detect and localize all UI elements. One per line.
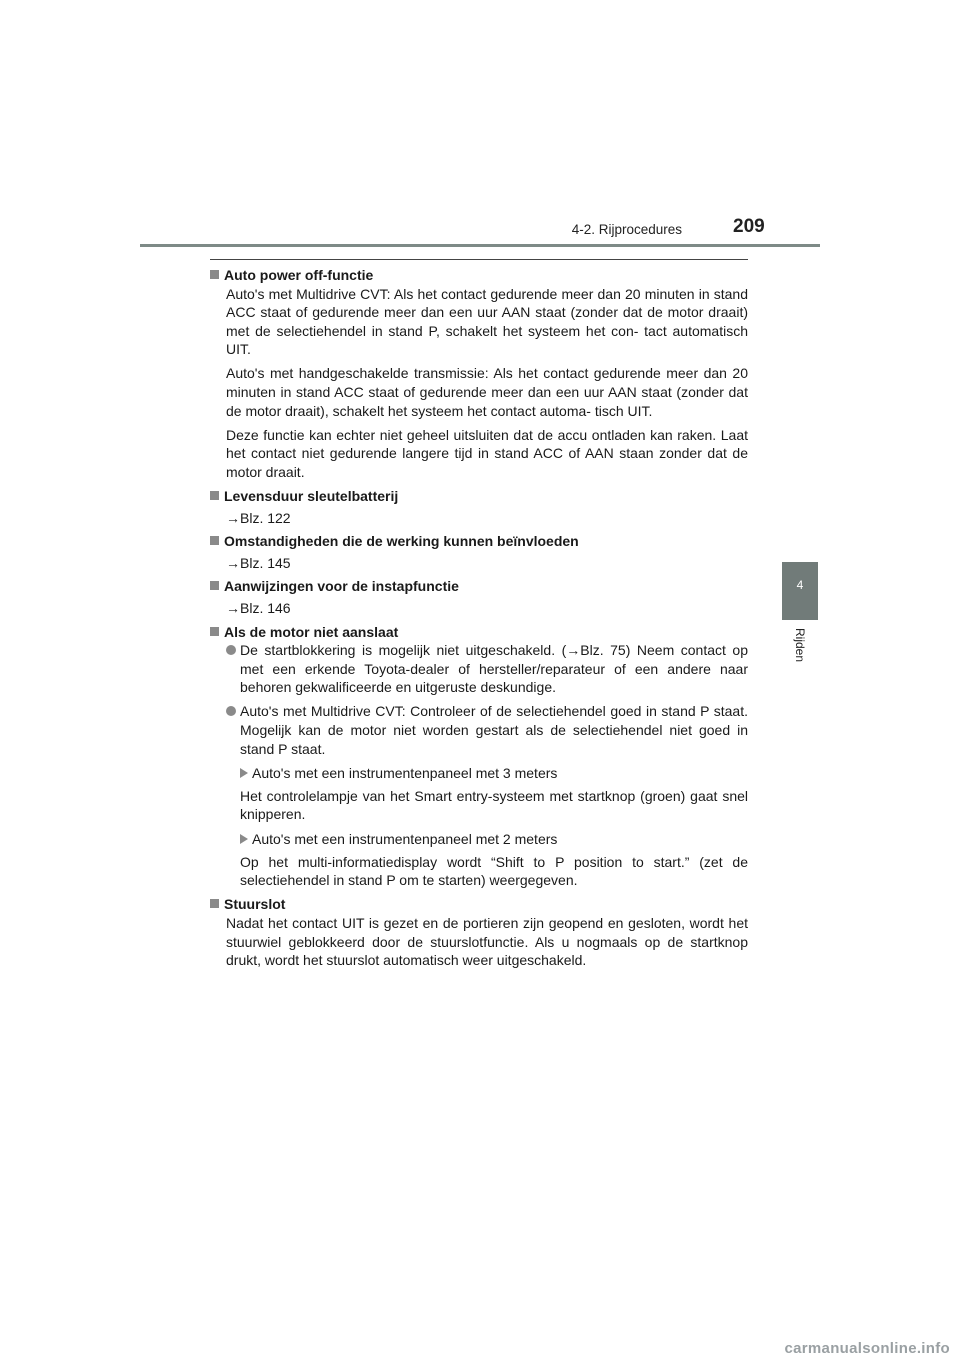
bullet-item: De startblokkering is mogelijk niet uitgeschakeld. (→Blz. 75) Neem contact op met een erkende Toyota-dealer of hersteller/reparateur of een andere naar behoren gekwalificeerde en uitgeruste deskundige.	[210, 641, 748, 697]
square-bullet-icon	[210, 627, 219, 636]
bullet-item: Auto's met Multidrive CVT: Controleer of de selectiehendel goed in stand P staat. Mogelijk kan de motor niet worden gestart als de selectiehendel niet goed in stand P staat.	[210, 702, 748, 758]
section-heading: Stuurslot	[210, 895, 748, 914]
section-steering-lock	[210, 895, 748, 969]
round-bullet-icon	[226, 706, 236, 716]
section-key-battery-life	[210, 487, 748, 527]
section-heading: Aanwijzingen voor de instapfunctie	[210, 577, 748, 596]
page-reference: →Blz. 146	[226, 600, 291, 616]
section-auto-power-off	[210, 266, 748, 482]
watermark: carmanualsonline.info	[784, 1340, 950, 1357]
round-bullet-icon	[226, 645, 236, 655]
square-bullet-icon	[210, 491, 219, 500]
main-content	[210, 266, 748, 975]
page-number: 209	[733, 216, 765, 237]
paragraph: Nadat het contact UIT is gezet en de portieren zijn geopend en gesloten, wordt het stuurwiel geblokkeerd door de stuurslotfunctie. Als u nogmaals op de startknop drukt, wordt het stuurslot automatisch weer uitgeschakeld.	[226, 914, 748, 969]
section-engine-not-starting	[210, 623, 748, 890]
section-heading: Als de motor niet aanslaat	[210, 623, 748, 642]
sub-paragraph: Op het multi-informatiedisplay wordt “Shift to P position to start.” (zet de selectiehendel in stand P om te starten) weergegeven.	[240, 853, 748, 889]
chapter-title	[782, 628, 818, 688]
triangle-bullet-icon	[240, 834, 248, 844]
chapter-title-text: Rijden	[793, 628, 807, 663]
paragraph: Auto's met handgeschakelde transmissie: Als het contact gedurende meer dan 20 minuten in stand ACC staat of gedurende meer dan een uur AAN staat (zonder dat de motor draait), schakelt het systeem het contact automa- tisch UIT.	[226, 365, 748, 419]
header-rule	[140, 244, 820, 247]
page-reference: →Blz. 122	[226, 509, 291, 526]
paragraph: Deze functie kan echter niet geheel uitsluiten dat de accu ontladen kan raken. Laat het contact niet gedurende langere tijd in stand ACC of AAN staan zonder dat de motor draait.	[226, 426, 748, 480]
chapter-tab	[782, 562, 818, 620]
square-bullet-icon	[210, 270, 219, 279]
section-heading: Levensduur sleutelbatterij	[210, 487, 748, 506]
section-title: 4-2. Rijprocedures	[571, 222, 682, 237]
content-top-rule	[210, 259, 748, 260]
page-reference: →Blz. 145	[226, 554, 291, 571]
sub-paragraph: Het controlelampje van het Smart entry-systeem met startknop (groen) gaat snel knipperen.	[240, 787, 748, 823]
triangle-bullet-icon	[240, 768, 248, 778]
chapter-number: 4	[796, 578, 804, 592]
section-entry-function	[210, 577, 748, 617]
section-conditions	[210, 532, 748, 572]
square-bullet-icon	[210, 536, 219, 545]
paragraph: Auto's met Multidrive CVT: Als het contact gedurende meer dan 20 minuten in stand ACC staat of gedurende meer dan een uur AAN staat (zonder dat de motor draait) met de selectiehendel in stand P, schakelt het systeem het con- tact automatisch UIT.	[226, 285, 748, 358]
sub-item: Auto's met een instrumentenpaneel met 2 meters	[210, 830, 748, 849]
section-heading: Auto power off-functie	[210, 266, 748, 285]
square-bullet-icon	[210, 581, 219, 590]
sub-item: Auto's met een instrumentenpaneel met 3 meters	[210, 764, 748, 783]
square-bullet-icon	[210, 899, 219, 908]
section-heading: Omstandigheden die de werking kunnen beïnvloeden	[210, 532, 748, 551]
